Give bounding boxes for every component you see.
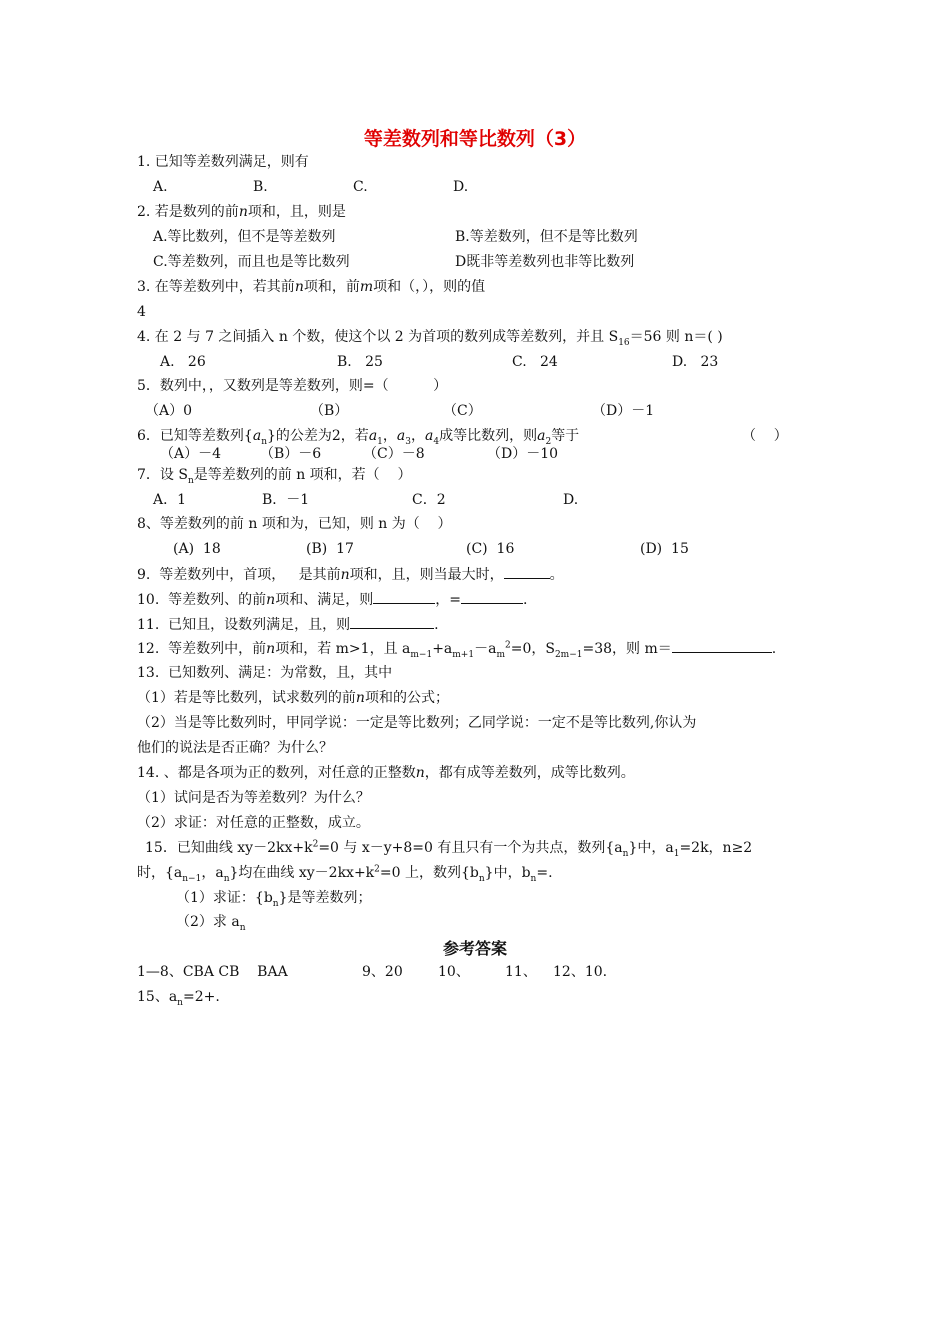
question-8-stem: 8、等差数列的前 n 项和为，已知，则 n 为（ ） — [137, 516, 452, 532]
question-9-stem: 9. 等差数列中，首项， 是其前n项和，且，则当最大时， 。 — [137, 564, 564, 585]
q10-answer-blank-2[interactable] — [461, 589, 523, 604]
q1-option-c: C. — [353, 179, 368, 195]
q6-option-d: （D）－10 — [487, 446, 559, 462]
q1-option-b: B. — [253, 179, 268, 195]
q7-option-a: A．1 — [153, 492, 187, 508]
question-14-stem: 14. 、都是各项为正的数列，对任意的正整数n，都有成等差数列，成等比数列。 — [137, 765, 635, 781]
question-15-line-1: 15．已知曲线 $xy-2kx+k^2=0$ 与 x－y+8=0 有且只有一个为共点，数列$\{a_n\}$中，$a_1=2k$，n≥2 — [145, 839, 753, 859]
q4-option-d: D. 23 — [672, 354, 719, 370]
q8-option-d: (D) 15 — [640, 541, 689, 557]
question-12-stem: 12. 等差数列中，前n项和，若 m>1，且 $a_{m-1}+a_{m+1}-a_m^2=0$，$S_{2m-1}=38$，则 m＝ . — [137, 638, 776, 659]
question-13-part-2-cont: 他们的说法是否正确？为什么？ — [137, 740, 333, 756]
question-13-stem: 13. 已知数列、满足：为常数，且，其中 — [137, 665, 393, 681]
q8-option-c: (C) 16 — [466, 541, 515, 557]
answers-heading: 参考答案 — [442, 939, 507, 958]
q2-option-b: B.等差数列，但不是等比数列 — [455, 229, 638, 245]
question-14-part-2: （2）求证：对任意的正整数，成立。 — [137, 815, 370, 831]
question-13-part-1: （1）若是等比数列，试求数列的前n项和的公式； — [137, 690, 449, 706]
question-5-stem: 5．数列中，，又数列是等差数列，则=（ ） — [137, 378, 448, 394]
answer-12: 12、10. — [553, 964, 608, 980]
question-2-stem: 2. 若是数列的前n项和，且，则是 — [137, 204, 346, 220]
question-15-part-2: （2）求 $a_n$ — [176, 914, 246, 933]
q2-option-d: D既非等差数列也非等比数列 — [455, 254, 635, 270]
page-title: 等差数列和等比数列（3） — [363, 128, 587, 150]
q4-option-c: C. 24 — [512, 354, 558, 370]
q5-option-d: （D）－1 — [592, 403, 655, 419]
q7-option-d: D. — [563, 492, 579, 508]
q1-option-d: D. — [453, 179, 469, 195]
q4-option-a: A. 26 — [160, 354, 206, 370]
q5-option-a: （A）0 — [145, 403, 193, 419]
q7-option-c: C．2 — [412, 492, 446, 508]
q12-answer-blank[interactable] — [672, 638, 772, 653]
q7-option-b: B．－1 — [262, 492, 310, 508]
q6-option-b: （B）－6 — [260, 446, 322, 462]
question-3-value: 4 — [137, 304, 146, 320]
q4-option-b: B. 25 — [337, 354, 383, 370]
question-11-stem: 11. 已知且，设数列满足，且，则 . — [137, 614, 439, 635]
question-10-stem: 10. 等差数列、的前n项和、满足，则 ，= . — [137, 589, 527, 610]
question-15-line-2: 时，{$a_{n-1}$，$a_n$}均在曲线 $xy-2kx+k^2=0$ 上，数列$\{b_n\}$中，$b_n=$. — [137, 864, 553, 884]
q2-option-a: A.等比数列，但不是等差数列 — [153, 229, 336, 245]
q1-option-a: A. — [153, 179, 168, 195]
q8-option-a: (A) 18 — [173, 541, 221, 557]
q6-option-a: （A）－4 — [160, 446, 222, 462]
question-4-stem: 4. 在 2 与 7 之间插入 n 个数，使这个以 2 为首项的数列成等差数列，并且 $S_{16}=56$ 则 n＝( ) — [137, 329, 723, 348]
answer-9: 9、20 — [362, 964, 403, 980]
q11-answer-blank[interactable] — [350, 614, 434, 629]
answer-11: 11、 — [505, 964, 537, 980]
question-7-stem: 7．设 $S_n$是等差数列的前 n 项和，若（ ） — [137, 467, 412, 486]
question-6-stem: 6．已知等差数列$\{a_n\}$的公差为2，若$a_1$，$a_3$，$a_4$成等比数列，则$a_2$等于 — [137, 428, 580, 447]
answer-15: 15、$a_n=2+$. — [137, 989, 220, 1008]
q9-answer-blank[interactable] — [504, 564, 550, 579]
q8-option-b: (B) 17 — [306, 541, 354, 557]
q2-option-c: C.等差数列，而且也是等比数列 — [153, 254, 350, 270]
q5-option-c: （C） — [443, 403, 482, 419]
answers-1-8: 1—8、CBA CB BAA — [137, 964, 288, 980]
q6-answer-bracket: （ ） — [742, 428, 788, 444]
question-3-stem: 3. 在等差数列中，若其前n项和，前m项和（，），则的值 — [137, 279, 486, 295]
question-13-part-2: （2）当是等比数列时，甲同学说：一定是等比数列；乙同学说：一定不是等比数列,你认为 — [137, 715, 697, 731]
q10-answer-blank-1[interactable] — [373, 589, 435, 604]
answer-10: 10、 — [438, 964, 470, 980]
q5-option-b: （B） — [310, 403, 349, 419]
question-14-part-1: （1）试问是否为等差数列？为什么？ — [137, 790, 370, 806]
question-15-part-1: （1）求证：$\{b_n\}$是等差数列； — [176, 890, 372, 909]
q6-option-c: （C）－8 — [363, 446, 425, 462]
question-1-stem: 1. 已知等差数列满足，则有 — [137, 154, 309, 170]
